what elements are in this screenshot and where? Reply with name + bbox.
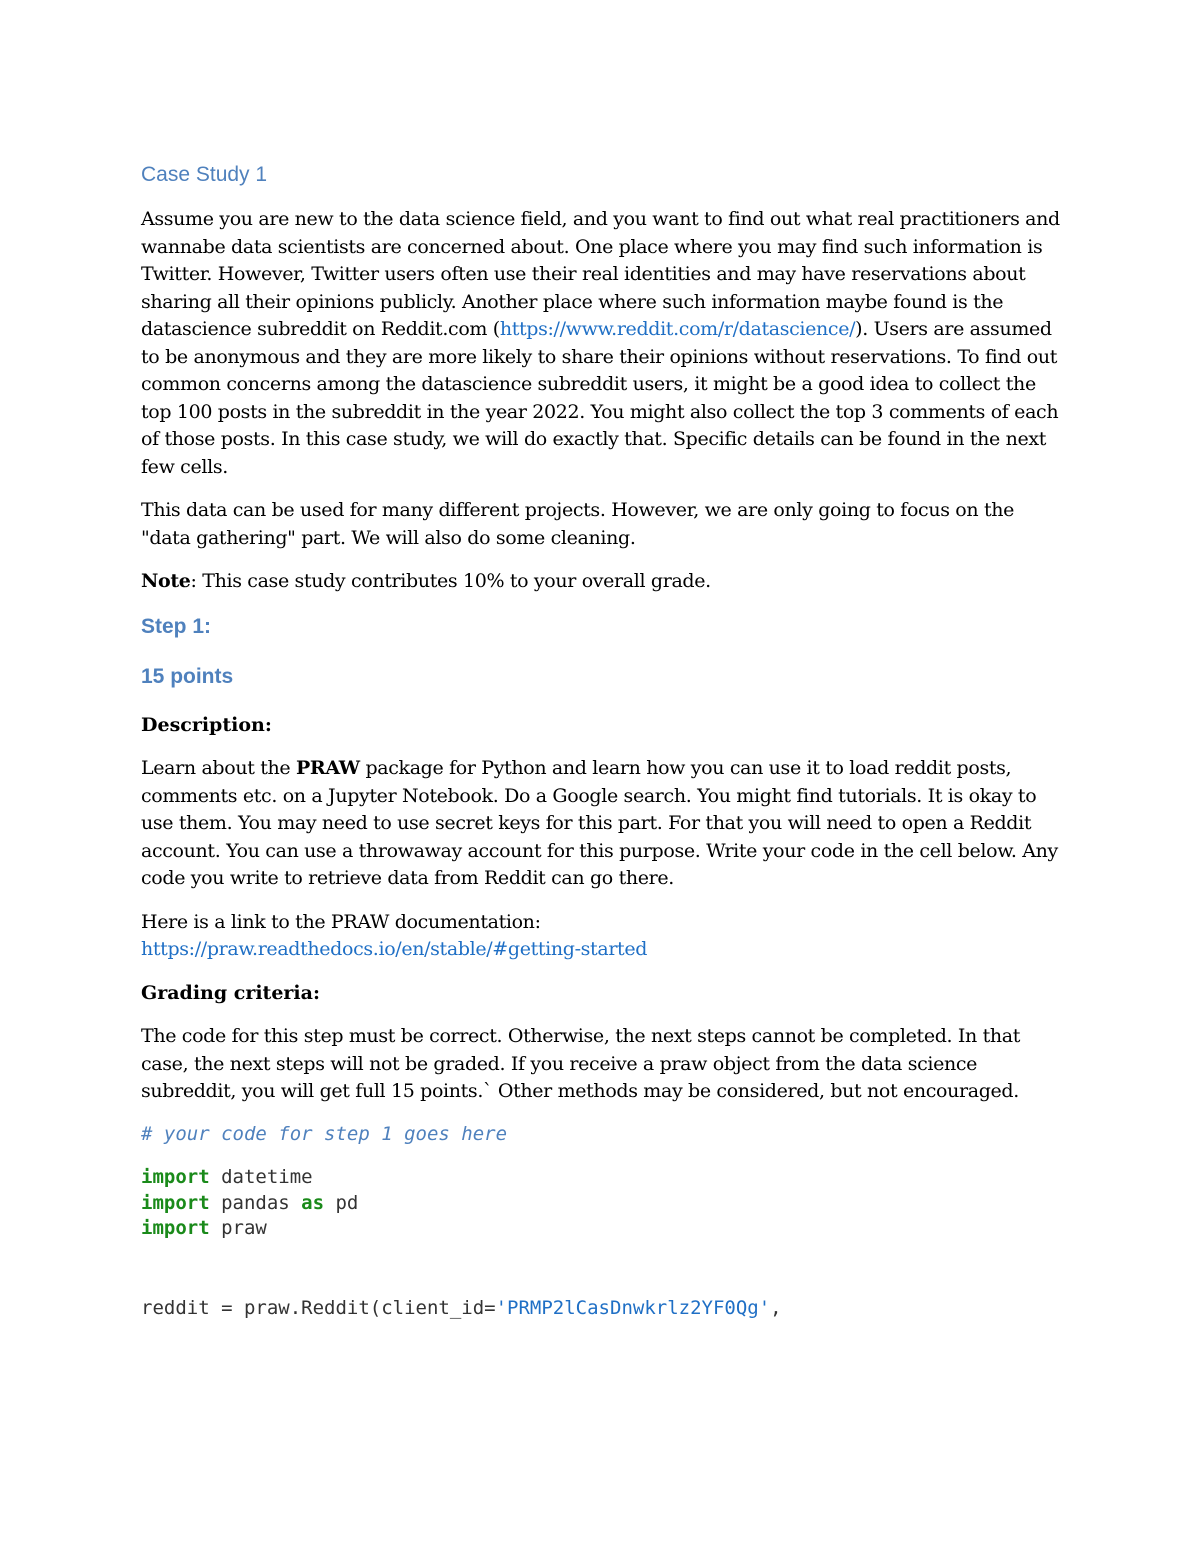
documentation-paragraph: [141, 909, 1061, 964]
intro-text-after-link: ). Users are assumed to be anonymous and they are more likely to share their opinions without reservations. To find out common concerns among the datascience subreddit users, it might be a good idea to collect the top 100 posts in the subreddit in the year 2022. You might also collect the top 3 comments of each of those posts. In this case study, we will do exactly that. Specific details can be found in the next few cells.: [141, 318, 1059, 478]
grading-heading: Grading criteria:: [141, 981, 320, 1004]
code-line-import-praw: [141, 1216, 1061, 1242]
keyword-import: import: [141, 1191, 210, 1214]
code-comment: # your code for step 1 goes here: [141, 1122, 508, 1145]
module-praw: praw: [209, 1217, 267, 1239]
code-line-import-pandas: [141, 1191, 1061, 1217]
module-datetime: datetime: [209, 1166, 313, 1188]
intro-paragraph-2: This data can be used for many different projects. However, we are only going to focus on the "data gathering" part. We will also do some cleaning.: [141, 499, 1015, 549]
alias-pd: pd: [324, 1191, 359, 1214]
intro-paragraph-1: [141, 206, 1061, 481]
page-title: Case Study 1: [141, 163, 268, 186]
description-paragraph: [141, 755, 1061, 893]
keyword-import: import: [141, 1217, 210, 1239]
module-pandas: pandas: [209, 1191, 302, 1214]
documentation-text: Here is a link to the PRAW documentation:: [141, 910, 541, 933]
intro-text-before-link: Assume you are new to the data science field, and you want to find out what real practitioners and wannabe data scientists are concerned about. One place where you may find such information is Twitter. However, Twitter users often use their real identities and may have reservations about sharing all their opinions publicly. Another place where such information maybe found is the datascience subreddit on Reddit.com (: [141, 208, 1060, 340]
note-paragraph: [141, 568, 1061, 596]
note-label: Note: [141, 570, 191, 592]
praw-documentation-link[interactable]: https://praw.readthedocs.io/en/stable/#getting-started: [141, 938, 648, 960]
grading-paragraph: The code for this step must be correct. Otherwise, the next steps cannot be completed. In that case, the next steps will not be graded. If you receive a praw object from the data science subreddit, you will get full 15 points.` Other methods may be considered, but not encouraged.: [141, 1025, 1021, 1102]
note-text: : This case study contributes 10% to your overall grade.: [190, 570, 711, 592]
client-id-string: 'PRMP2lCasDnwkrlz2YF0Qg': [495, 1296, 771, 1319]
description-heading: Description:: [141, 713, 272, 736]
document-page: [141, 160, 1061, 1321]
reddit-datascience-link[interactable]: https://www.reddit.com/r/datascience/: [499, 318, 856, 340]
reddit-assignment: reddit = praw.Reddit(client_id=: [141, 1296, 496, 1319]
step-points: 15 points: [141, 664, 234, 688]
code-cell: [141, 1122, 1061, 1322]
praw-bold: PRAW: [295, 757, 360, 779]
description-text-after: package for Python and learn how you can use it to load reddit posts, comments etc. on a Jupyter Notebook. Do a Google search. You might find tutorials. It is okay to use them. You may need to use secret keys for this part. For that you will need to open a Reddit account. You can use a throwaway account for this purpose. Write your code in the cell below. Any code you write to retrieve data from Reddit can go there.: [141, 757, 1058, 889]
code-line-reddit: [141, 1296, 1061, 1322]
reddit-trailing-comma: ,: [770, 1296, 782, 1319]
step-title: Step 1:: [141, 614, 212, 638]
description-text-before: Learn about the: [141, 757, 296, 779]
code-line-import-datetime: [141, 1165, 1061, 1191]
keyword-as: as: [301, 1191, 325, 1214]
keyword-import: import: [141, 1166, 210, 1188]
